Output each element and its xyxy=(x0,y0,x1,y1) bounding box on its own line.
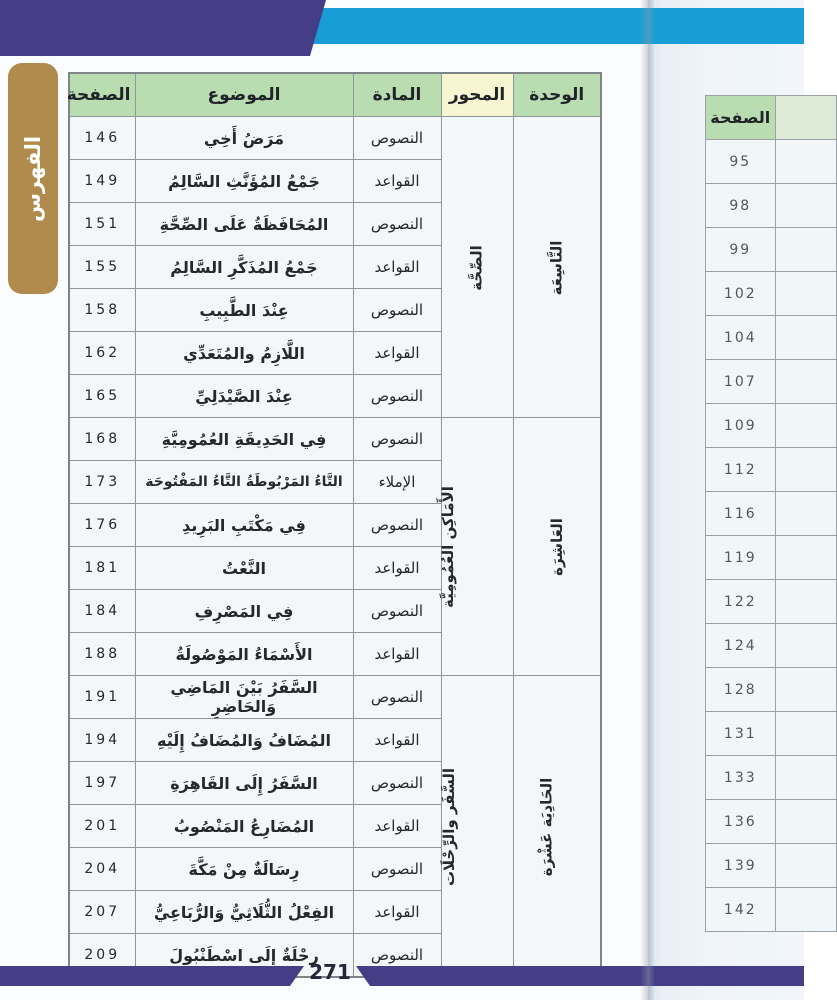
topic-cell: النَّعْتُ xyxy=(135,547,353,590)
topic-cell: فِي الحَدِيقَةِ العُمُومِيَّةِ xyxy=(135,418,353,461)
side-page-cell: 124 xyxy=(706,624,776,668)
side-row xyxy=(706,580,837,624)
side-row xyxy=(706,228,837,272)
topic-cell: فِي المَصْرِفِ xyxy=(135,590,353,633)
topic-cell: المُضَارِعُ المَنْصُوبُ xyxy=(135,805,353,848)
side-row xyxy=(706,668,837,712)
page-cell: 181 xyxy=(69,547,135,590)
toc-table-container xyxy=(68,72,602,978)
side-page-cell: 136 xyxy=(706,800,776,844)
page-cell: 201 xyxy=(69,805,135,848)
page-cell: 149 xyxy=(69,160,135,203)
toc-header-row xyxy=(69,73,601,117)
topic-cell: جَمْعُ المُذَكَّرِ السَّالِمُ xyxy=(135,246,353,289)
toc-row xyxy=(69,117,601,160)
unit-cell xyxy=(513,676,601,978)
axis-cell xyxy=(438,418,513,676)
footer-band-right xyxy=(356,966,804,986)
side-pages-table xyxy=(705,95,837,932)
side-row xyxy=(706,888,837,932)
page-cell: 165 xyxy=(69,375,135,418)
topic-cell: المُضَافُ وَالمُضَافُ إِلَيْهِ xyxy=(135,719,353,762)
unit-label: الحَادِيَة عَشْرَة xyxy=(537,777,556,876)
side-page-cell: 112 xyxy=(706,448,776,492)
side-page-cell: 102 xyxy=(706,272,776,316)
topic-cell: عِنْدَ الطَّبِيبِ xyxy=(135,289,353,332)
topic-cell: فِي مَكْتَبِ البَرِيدِ xyxy=(135,504,353,547)
side-page-cell: 119 xyxy=(706,536,776,580)
topic-cell: السَّفَرُ إِلَى القَاهِرَةِ xyxy=(135,762,353,805)
subject-cell: القواعد xyxy=(353,633,441,676)
side-page-cell: 98 xyxy=(706,184,776,228)
subject-cell: القواعد xyxy=(353,805,441,848)
topic-cell: مَرَضُ أَخِي xyxy=(135,117,353,160)
subject-cell: النصوص xyxy=(353,117,441,160)
side-row xyxy=(706,844,837,888)
side-page-cell: 142 xyxy=(706,888,776,932)
footer-band-left xyxy=(0,966,304,986)
toc-header-axis: المحور xyxy=(441,73,513,117)
subject-cell: الإملاء xyxy=(353,461,441,504)
topic-cell: اللَّازِمُ والمُتَعَدِّي xyxy=(135,332,353,375)
toc-row xyxy=(69,676,601,719)
side-page-cell: 122 xyxy=(706,580,776,624)
subject-cell: النصوص xyxy=(353,934,441,978)
subject-cell: النصوص xyxy=(353,289,441,332)
toc-header-page: الصفحة xyxy=(69,73,135,117)
side-page-cell: 109 xyxy=(706,404,776,448)
page-cell: 191 xyxy=(69,676,135,719)
page-cell: 176 xyxy=(69,504,135,547)
topic-cell: عِنْدَ الصَّيْدَلِيِّ xyxy=(135,375,353,418)
subject-cell: النصوص xyxy=(353,590,441,633)
side-row xyxy=(706,360,837,404)
unit-label: التَّاسِعَة xyxy=(547,240,566,295)
topic-cell: رِحْلَةٌ إِلَى اسْطَنْبُولَ xyxy=(135,934,353,978)
page-cell: 204 xyxy=(69,848,135,891)
side-page-cell: 116 xyxy=(706,492,776,536)
subject-cell: القواعد xyxy=(353,891,441,934)
side-row xyxy=(706,184,837,228)
axis-cell xyxy=(441,117,513,418)
subject-cell: النصوص xyxy=(353,676,441,719)
side-page-cell: 139 xyxy=(706,844,776,888)
side-row xyxy=(706,536,837,580)
axis-label: السَّفَر والرِّحْلَات xyxy=(440,767,459,886)
top-purple-band xyxy=(0,0,326,56)
footer-page-number: 271 xyxy=(309,960,351,984)
side-row xyxy=(706,140,837,184)
page-cell: 207 xyxy=(69,891,135,934)
toc-header-topic: الموضوع xyxy=(135,73,353,117)
unit-cell xyxy=(513,117,601,418)
subject-cell: القواعد xyxy=(353,719,441,762)
toc-header-subject: المادة xyxy=(353,73,441,117)
side-row xyxy=(706,712,837,756)
subject-cell: النصوص xyxy=(353,203,441,246)
side-page-cell: 107 xyxy=(706,360,776,404)
side-row xyxy=(706,448,837,492)
index-tab-label: الفهرس xyxy=(21,135,46,222)
subject-cell: النصوص xyxy=(353,848,441,891)
topic-cell: جَمْعُ المُؤَنَّثِ السَّالِمُ xyxy=(135,160,353,203)
page-cell: 168 xyxy=(69,418,135,461)
page-cell: 194 xyxy=(69,719,135,762)
subject-cell: النصوص xyxy=(353,504,441,547)
topic-cell: الأَسْمَاءُ المَوْصُولَةُ xyxy=(135,633,353,676)
side-header-page: الصفحة xyxy=(706,96,776,140)
toc-table xyxy=(68,72,602,978)
topic-cell: الفِعْلُ الثُّلَاثِيُّ وَالرُّبَاعِيُّ xyxy=(135,891,353,934)
side-page-cell: 128 xyxy=(706,668,776,712)
page-cell: 155 xyxy=(69,246,135,289)
subject-cell: القواعد xyxy=(353,332,441,375)
subject-cell: القواعد xyxy=(353,246,441,289)
index-tab xyxy=(8,63,58,294)
axis-label: الصِّحَّة xyxy=(468,244,486,291)
page-cell: 173 xyxy=(69,461,135,504)
subject-cell: النصوص xyxy=(353,418,441,461)
side-page-cell: 104 xyxy=(706,316,776,360)
side-header-cut xyxy=(775,96,836,140)
topic-cell: السَّفَرُ بَيْنَ المَاضِي وَالحَاضِرِ xyxy=(135,676,353,719)
page-cell: 188 xyxy=(69,633,135,676)
page-cell: 162 xyxy=(69,332,135,375)
topic-cell: رِسَالَةٌ مِنْ مَكَّةَ xyxy=(135,848,353,891)
subject-cell: القواعد xyxy=(353,547,441,590)
side-table-container xyxy=(705,95,804,918)
page-cell: 146 xyxy=(69,117,135,160)
toc-header-unit: الوحدة xyxy=(513,73,601,117)
side-row xyxy=(706,316,837,360)
page-cell: 158 xyxy=(69,289,135,332)
side-row xyxy=(706,800,837,844)
unit-label: العَاشِرَة xyxy=(547,518,566,576)
side-page-cell: 95 xyxy=(706,140,776,184)
side-row xyxy=(706,756,837,800)
toc-row xyxy=(69,418,601,461)
side-page-cell: 131 xyxy=(706,712,776,756)
axis-label: الأَمَاكِن العُمُومِيَّة xyxy=(438,486,457,608)
side-row xyxy=(706,404,837,448)
subject-cell: النصوص xyxy=(353,762,441,805)
side-page-cell: 99 xyxy=(706,228,776,272)
subject-cell: القواعد xyxy=(353,160,441,203)
page-cell: 184 xyxy=(69,590,135,633)
topic-cell: التَّاءُ المَرْبُوطَةُ التَّاءُ المَفْتُوحَة xyxy=(135,461,353,504)
unit-cell xyxy=(513,418,601,676)
topic-cell: المُحَافَظَةُ عَلَى الصِّحَّةِ xyxy=(135,203,353,246)
top-blue-band xyxy=(298,8,804,44)
side-row xyxy=(706,624,837,668)
side-page-cell: 133 xyxy=(706,756,776,800)
side-row xyxy=(706,492,837,536)
page-cell: 197 xyxy=(69,762,135,805)
page-cell: 209 xyxy=(69,934,135,978)
side-row xyxy=(706,272,837,316)
subject-cell: النصوص xyxy=(353,375,441,418)
page-cell: 151 xyxy=(69,203,135,246)
